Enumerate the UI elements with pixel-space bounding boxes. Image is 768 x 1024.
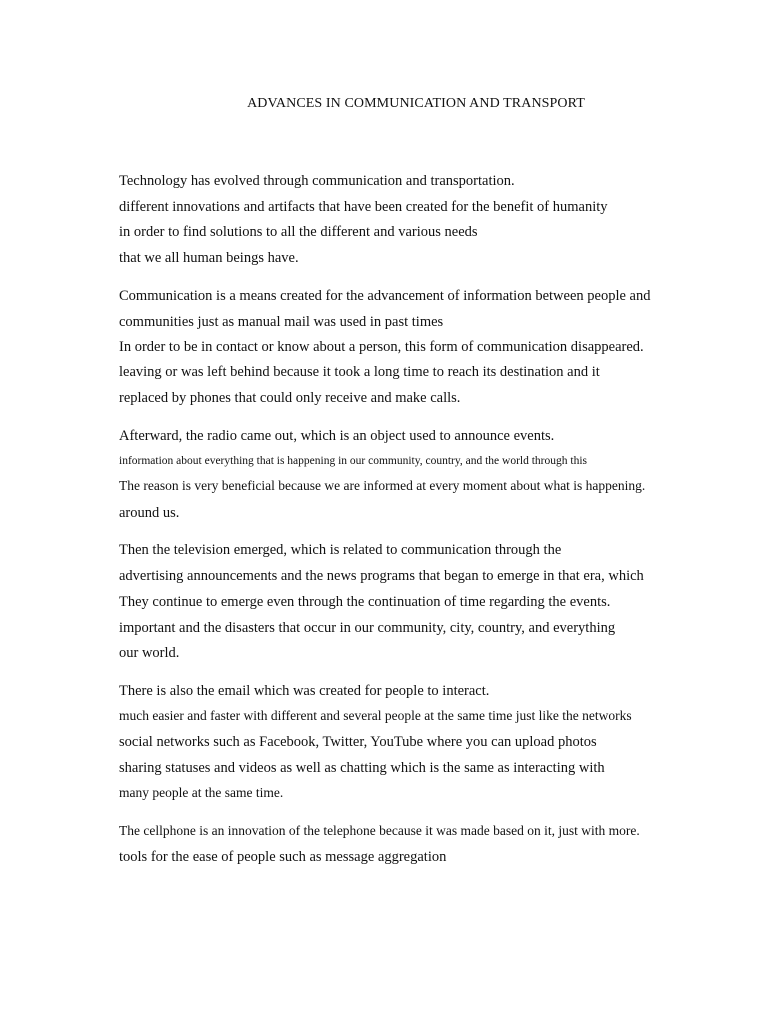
paragraph-4-line-2: advertising announcements and the news programs that began to emerge in that era, which [119,568,644,584]
paragraph-2-line-4: leaving or was left behind because it took a long time to reach its destination and it [119,364,600,380]
paragraph-4-line-4: important and the disasters that occur in our community, city, country, and everything [119,620,616,636]
paragraph-5-line-2: much easier and faster with different and several people at the same time just like the networks [119,708,632,723]
paragraph-1-line-4: that we all human beings have. [119,250,299,266]
paragraph-5-line-4: sharing statuses and videos as well as chatting which is the same as interacting with [119,760,605,776]
paragraph-4-line-1: Then the television emerged, which is related to communication through the [119,542,562,558]
paragraph-5-line-1: There is also the email which was created for people to interact. [119,683,490,699]
paragraph-5-line-3: social networks such as Facebook, Twitter, YouTube where you can upload photos [119,734,597,750]
paragraph-4-line-3: They continue to emerge even through the continuation of time regarding the events. [119,594,611,610]
paragraph-3-line-2: information about everything that is happening in our community, country, and the world through this [119,455,588,467]
paragraph-6-line-1: The cellphone is an innovation of the telephone because it was made based on it, just with more. [119,823,640,838]
paragraph-4-line-5: our world. [119,645,180,661]
paragraph-5-line-5: many people at the same time. [119,785,284,800]
paragraph-2-line-2: communities just as manual mail was used in past times [119,314,444,330]
document-title: ADVANCES IN COMMUNICATION AND TRANSPORT [247,96,585,111]
paragraph-3-line-1: Afterward, the radio came out, which is an object used to announce events. [119,428,555,444]
paragraph-3-line-4: around us. [119,505,180,521]
paragraph-2-line-1: Communication is a means created for the advancement of information between people and [119,288,651,304]
paragraph-6-line-2: tools for the ease of people such as message aggregation [119,849,447,865]
paragraph-1-line-1: Technology has evolved through communication and transportation. [119,173,515,189]
paragraph-1-line-2: different innovations and artifacts that have been created for the benefit of humanity [119,199,608,215]
paragraph-3-line-3: The reason is very beneficial because we are informed at every moment about what is happening. [119,478,646,493]
paragraph-2-line-3: In order to be in contact or know about a person, this form of communication disappeared. [119,339,644,355]
paragraph-2-line-5: replaced by phones that could only receive and make calls. [119,390,461,406]
paragraph-1-line-3: in order to find solutions to all the different and various needs [119,224,478,240]
